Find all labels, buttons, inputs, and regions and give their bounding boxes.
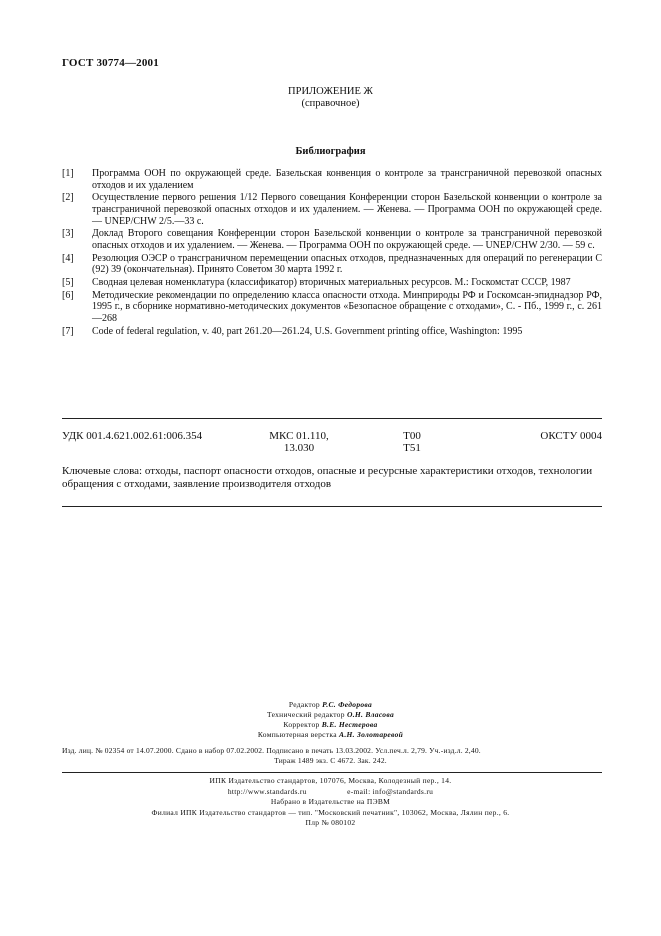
bibliography-number: [2] [62,192,74,204]
bibliography-item-6 [62,290,602,325]
bibliography-item-1 [62,168,602,191]
bibliography-item-3 [62,228,602,251]
editor-label: Редактор [288,700,320,709]
bibliography-title: Библиография [295,146,366,157]
t-line-2: Т51 [403,442,421,454]
website-link[interactable]: http://www.standards.ru [227,786,307,796]
mks-line-1: МКС 01.110, [269,430,329,442]
credits [0,700,661,740]
printer-address: Филиал ИПК Издательство стандартов — тип. "Московский печатник", 103062, Москва, Лялин пер., 6. [151,807,510,817]
print-run: Тираж 1489 экз. С 4672. Зак. 242. [274,756,387,765]
typeset-note: Набрано в Издательстве на ПЭВМ [270,797,391,806]
bibliography-item-5 [62,277,602,289]
bibliography-number: [4] [62,252,74,264]
corrector-label: Корректор [283,720,320,729]
appendix-heading [0,86,661,110]
mks-code [254,430,344,454]
t-line-1: Т00 [403,430,421,442]
divider-bottom [62,506,602,507]
editor-line [0,700,661,710]
bibliography-text: Сводная целевая номенклатура (классификатор) вторичных материальных ресурсов. М.: Госкомстат СССР, 1987 [92,277,571,289]
bibliography-list [62,168,602,339]
keywords: Ключевые слова: отходы, паспорт опасности отходов, опасные и ресурсные характеристики отходов, технологии обращения с отходами, заявление производителя отходов [62,465,593,490]
layout-name: А.Н. Золотаревой [339,730,404,739]
bibliography-text: Резолюция ОЭСР о трансграничном перемещении опасных отходов, предназначенных для операций по регенерации С (92) 39 (окончательная). Принято Советом 30 марта 1992 г. [92,252,602,276]
license-number: Плр № 080102 [305,818,356,827]
bibliography-number: [6] [62,289,74,301]
bibliography-item-7 [62,326,602,338]
tech-editor-name: О.Н. Власова [346,710,395,719]
standard-number: ГОСТ 30774—2001 [62,57,159,69]
okstu-code: ОКСТУ 0004 [540,430,602,442]
corrector-name: В.Е. Нестерова [321,720,378,729]
editor-name: Р.С. Федорова [322,700,373,709]
appendix-subtitle: (справочное) [301,98,360,109]
bibliography-text: Осуществление первого решения 1/12 Первого совещания Конференции сторон Базельской конвенции о контроле за трансграничной перевозкой опасных отходов и их удалением. — Женева. — Программа ООН по окружающей среде. — UNEP/CHW 2/5.—33 с. [92,192,602,227]
imprint [0,776,661,829]
divider-top [62,418,602,419]
bibliography-number: [1] [62,168,74,179]
bibliography-text: Code of federal regulation, v. 40, part 261.20—261.24, U.S. Government printing office, Washington: 1995 [92,325,523,337]
bibliography-item-4 [62,253,602,276]
email-link[interactable]: e-mail: info@standards.ru [347,786,434,796]
udk-code: УДК 001.4.621.002.61:006.354 [62,430,203,442]
bibliography-number: [7] [62,325,74,337]
corrector-line [0,720,661,730]
tech-editor-label: Технический редактор [266,710,345,719]
bibliography-text: Методические рекомендации по определению класса опасности отхода. Минприроды РФ и Госкомсан-эпиднадзор РФ, 1995 г., в сборнике нормативно-методических документов «Безопасное обращение с отходами», С. - Пб., 1999 г., с. 261—268 [92,289,602,325]
bibliography-text: Доклад Второго совещания Конференции сторон Базельской конвенции о контроле за трансграничной перевозкой опасных отходов и их удалением. — Женева. — Программа ООН по окружающей среде. — UNEP/CHW 2/30. — 59 с. [92,228,602,251]
appendix-title: ПРИЛОЖЕНИЕ Ж [288,86,373,97]
bibliography-number: [3] [62,228,74,240]
bibliography-item-2 [62,192,602,227]
bibliography-number: [5] [62,277,74,289]
contact-line [0,787,661,798]
divider-imprint [62,772,602,773]
publisher-address: ИПК Издательство стандартов, 107076, Москва, Колодезный пер., 14. [209,776,452,785]
publication-details: Изд. лиц. № 02354 от 14.07.2000. Сдано в набор 07.02.2002. Подписано в печать 13.03.2002. Усл.печ.л. 2,79. Уч.-изд.л. 2,40. [62,746,481,755]
t-code [392,430,432,454]
bibliography-text: Программа ООН по окружающей среде. Базельская конвенция о контроле за трансграничной перевозкой опасных отходов и их удалением [92,168,602,191]
layout-label: Компьютерная верстка [257,730,337,739]
mks-line-2: 13.030 [283,442,315,454]
tech-editor-line [0,710,661,720]
layout-line [0,730,661,740]
